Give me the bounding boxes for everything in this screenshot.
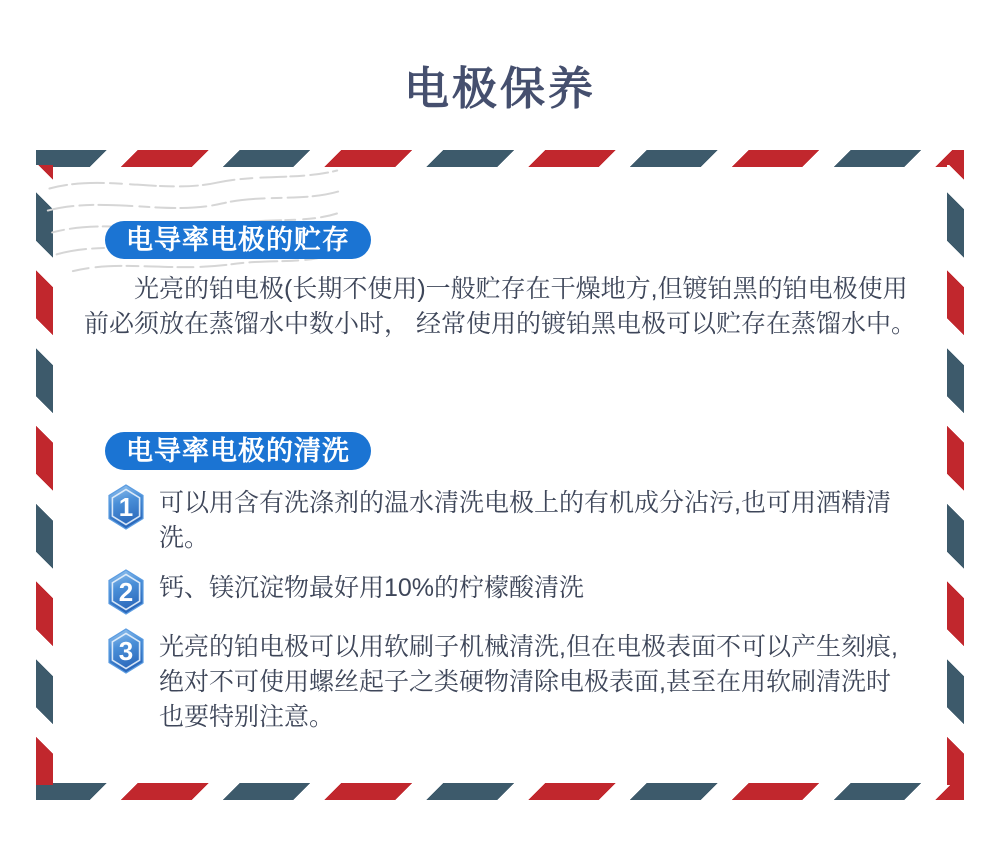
cleaning-steps-list	[106, 484, 916, 748]
airmail-border-bottom-icon	[36, 783, 964, 800]
step-number: 3	[118, 636, 134, 666]
list-item	[106, 569, 916, 615]
hexagon-number-2-icon	[106, 569, 146, 615]
step-text: 钙、镁沉淀物最好用10%的柠檬酸清洗	[159, 574, 585, 602]
step-number: 1	[118, 492, 134, 522]
list-item	[106, 484, 916, 556]
list-item	[106, 628, 916, 735]
storage-paragraph: 光亮的铂电极(长期不使用)一般贮存在干燥地方,但镀铂黑的铂电极使用前必须放在蒸馏水中数小时， 经常使用的镀铂黑电极可以贮存在蒸馏水中。	[84, 275, 916, 338]
hexagon-number-1-icon	[106, 484, 146, 530]
step-text: 光亮的铂电极可以用软刷子机械清洗,但在电极表面不可以产生刻痕,绝对不可使用螺丝起子之类硬物清除电极表面,甚至在用软刷清洗时也要特别注意。	[159, 633, 898, 731]
airmail-border-right-icon	[947, 165, 964, 785]
airmail-border-top-icon	[36, 150, 964, 167]
step-number: 2	[118, 577, 134, 607]
airmail-card	[36, 150, 964, 800]
step-text: 可以用含有洗涤剂的温水清洗电极上的有机成分沾污,也可用酒精清洗。	[159, 489, 891, 552]
page-title: 电极保养	[403, 63, 596, 114]
storage-section-badge: 电导率电极的贮存	[105, 221, 371, 259]
cleaning-section-badge: 电导率电极的清洗	[105, 432, 371, 470]
hexagon-number-3-icon	[106, 628, 146, 674]
